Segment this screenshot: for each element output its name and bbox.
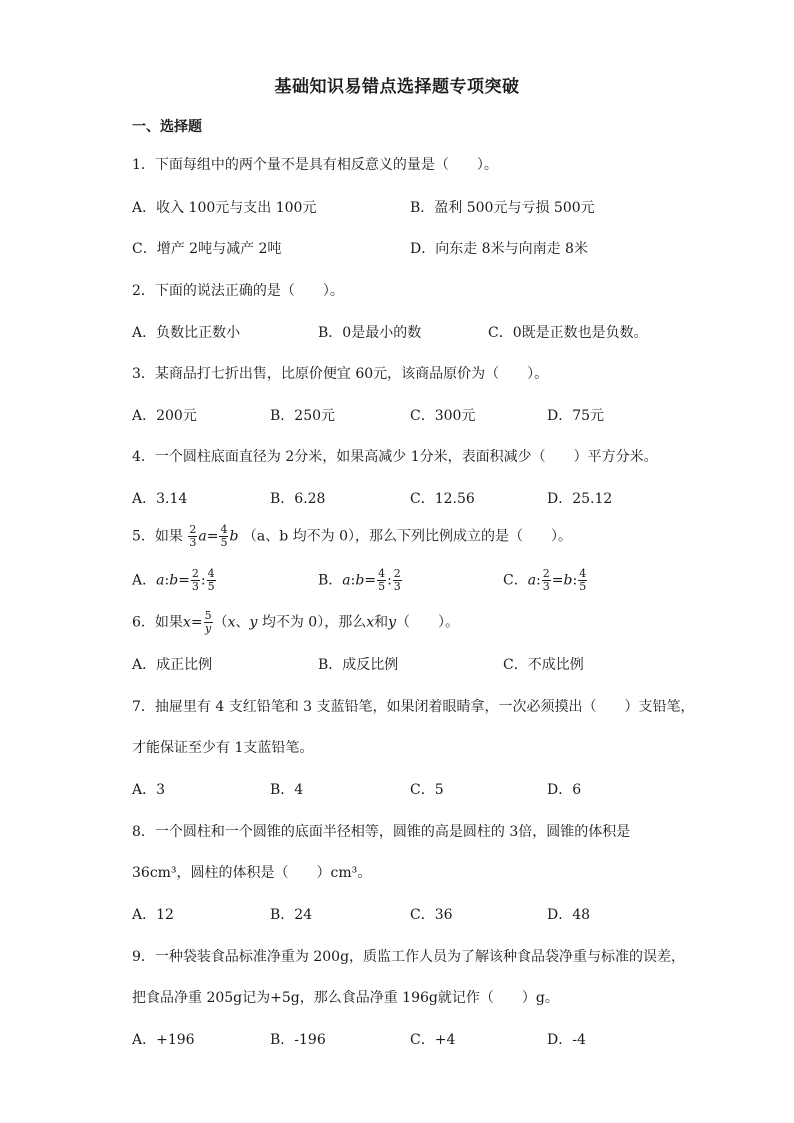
- question-1-option-c[interactable]: C．增产 2吨与减产 2吨: [132, 241, 282, 257]
- fraction-four-fifths: $\frac{4}{5}$: [220, 523, 228, 549]
- question-2-option-a[interactable]: A．负数比正数小: [132, 325, 241, 341]
- question-3-option-b[interactable]: B．250元: [270, 408, 336, 424]
- question-9-option-c[interactable]: C．+4: [410, 1032, 456, 1048]
- question-9-stem-line-2: 把食品净重 205g记为+5g，那么食品净重 196g就记作（ ）g。: [132, 990, 559, 1006]
- question-1-option-a[interactable]: A．收入 100元与支出 100元: [132, 200, 317, 216]
- question-4-option-a[interactable]: A．3.14: [132, 491, 188, 507]
- question-6-option-c[interactable]: C．不成比例: [503, 657, 584, 673]
- question-2-option-b[interactable]: B．0是最小的数: [318, 325, 422, 341]
- question-3-option-c[interactable]: C．300元: [410, 408, 476, 424]
- question-8-stem-line-1: 8．一个圆柱和一个圆锥的底面半径相等，圆锥的高是圆柱的 3倍，圆锥的体积是: [132, 824, 631, 840]
- question-5-stem: 5．如果 $\frac{2}{3}$ a= $\frac{4}{5}$ b （a、b 均不为 0），那么下列比例成立的是（ ）。: [132, 523, 573, 549]
- question-8-option-c[interactable]: C．36: [410, 907, 453, 923]
- question-1-option-d[interactable]: D．向东走 8米与向南走 8米: [410, 241, 588, 257]
- question-4-option-b[interactable]: B．6.28: [270, 491, 326, 507]
- question-4-stem: 4．一个圆柱底面直径为 2分米，如果高减少 1分米，表面积减少（ ）平方分米。: [132, 449, 658, 465]
- fraction-two-thirds: $\frac{2}{3}$: [189, 523, 197, 549]
- page-title: 基础知识易错点选择题专项突破: [274, 77, 520, 97]
- question-5-option-a[interactable]: A．a:b= $\frac{2}{3}$ : $\frac{4}{5}$: [132, 567, 215, 593]
- question-7-option-a[interactable]: A．3: [132, 782, 166, 798]
- question-8-option-a[interactable]: A．12: [132, 907, 174, 923]
- question-8-option-b[interactable]: B．24: [270, 907, 313, 923]
- fraction-five-over-y: $\frac{5}{y}$: [204, 609, 212, 635]
- question-5-prefix: 5．如果: [132, 528, 183, 545]
- question-7-option-b[interactable]: B．4: [270, 782, 304, 798]
- question-7-option-d[interactable]: D．6: [547, 782, 582, 798]
- question-3-stem: 3．某商品打七折出售，比原价便宜 60元，该商品原价为（ ）。: [132, 366, 549, 382]
- question-2-option-c[interactable]: C．0既是正数也是负数。: [488, 325, 648, 341]
- question-9-option-d[interactable]: D．-4: [547, 1032, 586, 1048]
- question-8-option-d[interactable]: D．48: [547, 907, 591, 923]
- question-5-suffix: （a、b 均不为 0），那么下列比例成立的是（ ）。: [242, 528, 573, 545]
- question-5-option-c[interactable]: C．a: $\frac{2}{3}$ =b: $\frac{4}{5}$: [503, 567, 587, 593]
- question-6-stem: 6．如果x= $\frac{5}{y}$ （x、y 均不为 0），那么x和y（ ）。: [132, 609, 460, 635]
- question-4-option-d[interactable]: D．25.12: [547, 491, 613, 507]
- question-8-stem-line-2: 36cm³，圆柱的体积是（ ）cm³。: [132, 865, 372, 881]
- question-1-stem: 1．下面每组中的两个量不是具有相反意义的量是（ ）。: [132, 157, 498, 173]
- question-9-option-b[interactable]: B．-196: [270, 1032, 326, 1048]
- question-5-option-b[interactable]: B．a:b= $\frac{4}{5}$ : $\frac{2}{3}$: [318, 567, 401, 593]
- question-9-stem-line-1: 9．一种袋装食品标准净重为 200g，质监工作人员为了解该种食品袋净重与标准的误差，: [132, 949, 686, 965]
- question-3-option-a[interactable]: A．200元: [132, 408, 197, 424]
- question-7-option-c[interactable]: C．5: [410, 782, 444, 798]
- question-7-stem-line-2: 才能保证至少有 1支蓝铅笔。: [132, 740, 314, 756]
- question-9-option-a[interactable]: A．+196: [132, 1032, 195, 1048]
- section-heading: 一、选择题: [132, 119, 202, 135]
- question-4-option-c[interactable]: C．12.56: [410, 491, 475, 507]
- question-6-option-b[interactable]: B．成反比例: [318, 657, 399, 673]
- question-2-stem: 2．下面的说法正确的是（ ）。: [132, 283, 344, 299]
- question-1-option-b[interactable]: B．盈利 500元与亏损 500元: [410, 200, 595, 216]
- question-3-option-d[interactable]: D．75元: [547, 408, 605, 424]
- question-7-stem-line-1: 7．抽屉里有 4 支红铅笔和 3 支蓝铅笔，如果闭着眼睛拿，一次必须摸出（ ）支铅笔，: [132, 699, 695, 715]
- question-6-option-a[interactable]: A．成正比例: [132, 657, 213, 673]
